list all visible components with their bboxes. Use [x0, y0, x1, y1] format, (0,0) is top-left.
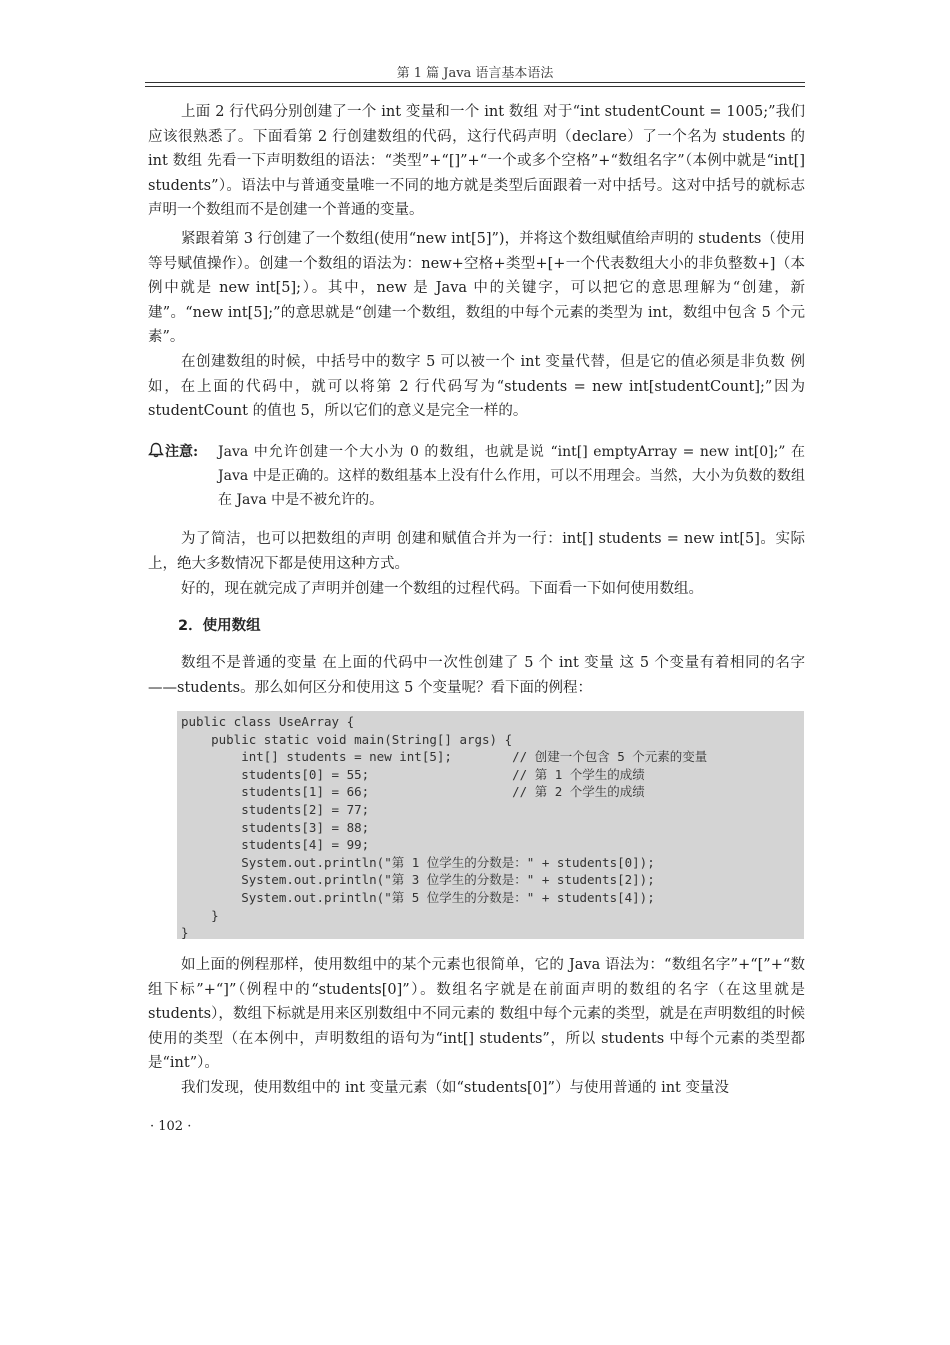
paragraph-transition: [148, 577, 805, 602]
section-heading: 2．使用数组: [178, 618, 261, 634]
paragraph-text: 在创建数组的时候，中括号中的数字 5 可以被一个 int 变量代替，但是它的值必须是非负数 例如，在上面的代码中，就可以将第 2 行代码写为“students = new int[studentCount];”因为 studentCount 的值也 5，所以它们的意义是完全一样的。: [148, 354, 805, 419]
paragraph-text: 如上面的例程那样，使用数组中的某个元素也很简单，它的 Java 语法为：“数组名字”+“[”+“数组下标”+“]”（例程中的“students[0]”）。数组名字就是在前面声明的数组的名字（在这里就是 students），数组下标就是用来区别数组中不同元素的 数组中每个元素的类型，就是在声明数组的时候使用的类型（在本例中，声明数组的语句为“int[] students”，所以 students 中每个元素的类型都是“int”）。: [148, 957, 805, 1071]
paragraph-text: 数组不是普通的变量 在上面的代码中一次性创建了 5 个 int 变量 这 5 个变量有着相同的名字——students。那么如何区分和使用这 5 个变量呢？看下面的例程：: [148, 655, 805, 696]
paragraph-text: 为了简洁，也可以把数组的声明 创建和赋值合并为一行：int[] students = new int[5]。实际上，绝大多数情况下都是使用这种方式。: [148, 531, 805, 572]
bell-icon: [148, 442, 164, 458]
paragraph-text: 好的，现在就完成了声明并创建一个数组的过程代码。下面看一下如何使用数组。: [181, 581, 703, 597]
paragraph-text: 紧跟着第 3 行创建了一个数组(使用“new int[5]”)，并将这个数组赋值给声明的 students（使用等号赋值操作）。创建一个数组的语法为：new+空格+类型+[+一个代表数组大小的非负整数+]（本例中就是 new int[5];）。其中，new 是 Java 中的关键字，可以把它的意思理解为“创建，新建”。“new int[5];”的意思就是“创建一个数组，数组的中每个元素的类型为 int，数组中包含 5 个元素”。: [148, 231, 805, 345]
paragraph-continuation: [148, 1076, 805, 1101]
header-rule-thick: [145, 82, 805, 83]
note-text: Java 中允许创建一个大小为 0 的数组，也就是说 “int[] emptyArray = new int[0];” 在 Java 中是正确的。这样的数组基本上没有什么作用，可以不用理会。当然，大小为负数的数组在 Java 中是不被允许的。: [218, 444, 805, 508]
running-header: 第 1 篇 Java 语言基本语法: [396, 66, 554, 81]
note-heading: [148, 440, 198, 464]
code-text: public class UseArray { public static void main(String[] args) { int[] students = new int[5]; // 创建一个包含 5 个元素的变量 students[0] = 55; // 第 1 个学生的成绩 students[1] = 66; // 第 2 个学生的成绩 students[2] = 77; students[3] = 88; students[4] = 99; System.out.println("第 1 位学生的分数是：" + students[0]); System.out.println("第 3 位学生的分数是：" + students[2]); System.out.println("第 5 位学生的分数是：" + students[4]); } }: [181, 714, 708, 941]
code-listing: [177, 711, 804, 939]
paragraph-use-array-intro: [148, 651, 805, 700]
paragraph-text: 上面 2 行代码分别创建了一个 int 变量和一个 int 数组 对于“int studentCount = 1005;”我们应该很熟悉了。下面看第 2 行创建数组的代码，这行代码声明（declare）了一个名为 students 的 int 数组 先看一下声明数组的语法：“类型”+“[]”+“一个或多个空格”+“数组名字”（本例中就是“int[] students”）。语法中与普通变量唯一不同的地方就是类型后面跟着一对中括号。这对中括号的就标志声明一个数组而不是创建一个普通的变量。: [148, 104, 805, 218]
paragraph-text: 我们发现，使用数组中的 int 变量元素（如“students[0]”）与使用普通的 int 变量没: [181, 1080, 729, 1096]
paragraph-declare-array: [148, 100, 805, 223]
header-rule-thin: [145, 86, 805, 87]
paragraph-array-access: [148, 953, 805, 1076]
note-label: 注意:: [165, 444, 199, 460]
paragraph-create-array: [148, 227, 805, 350]
page-number: · 102 ·: [150, 1119, 192, 1134]
paragraph-one-line: [148, 527, 805, 576]
note-box: [148, 440, 805, 512]
paragraph-array-size: [148, 350, 805, 424]
